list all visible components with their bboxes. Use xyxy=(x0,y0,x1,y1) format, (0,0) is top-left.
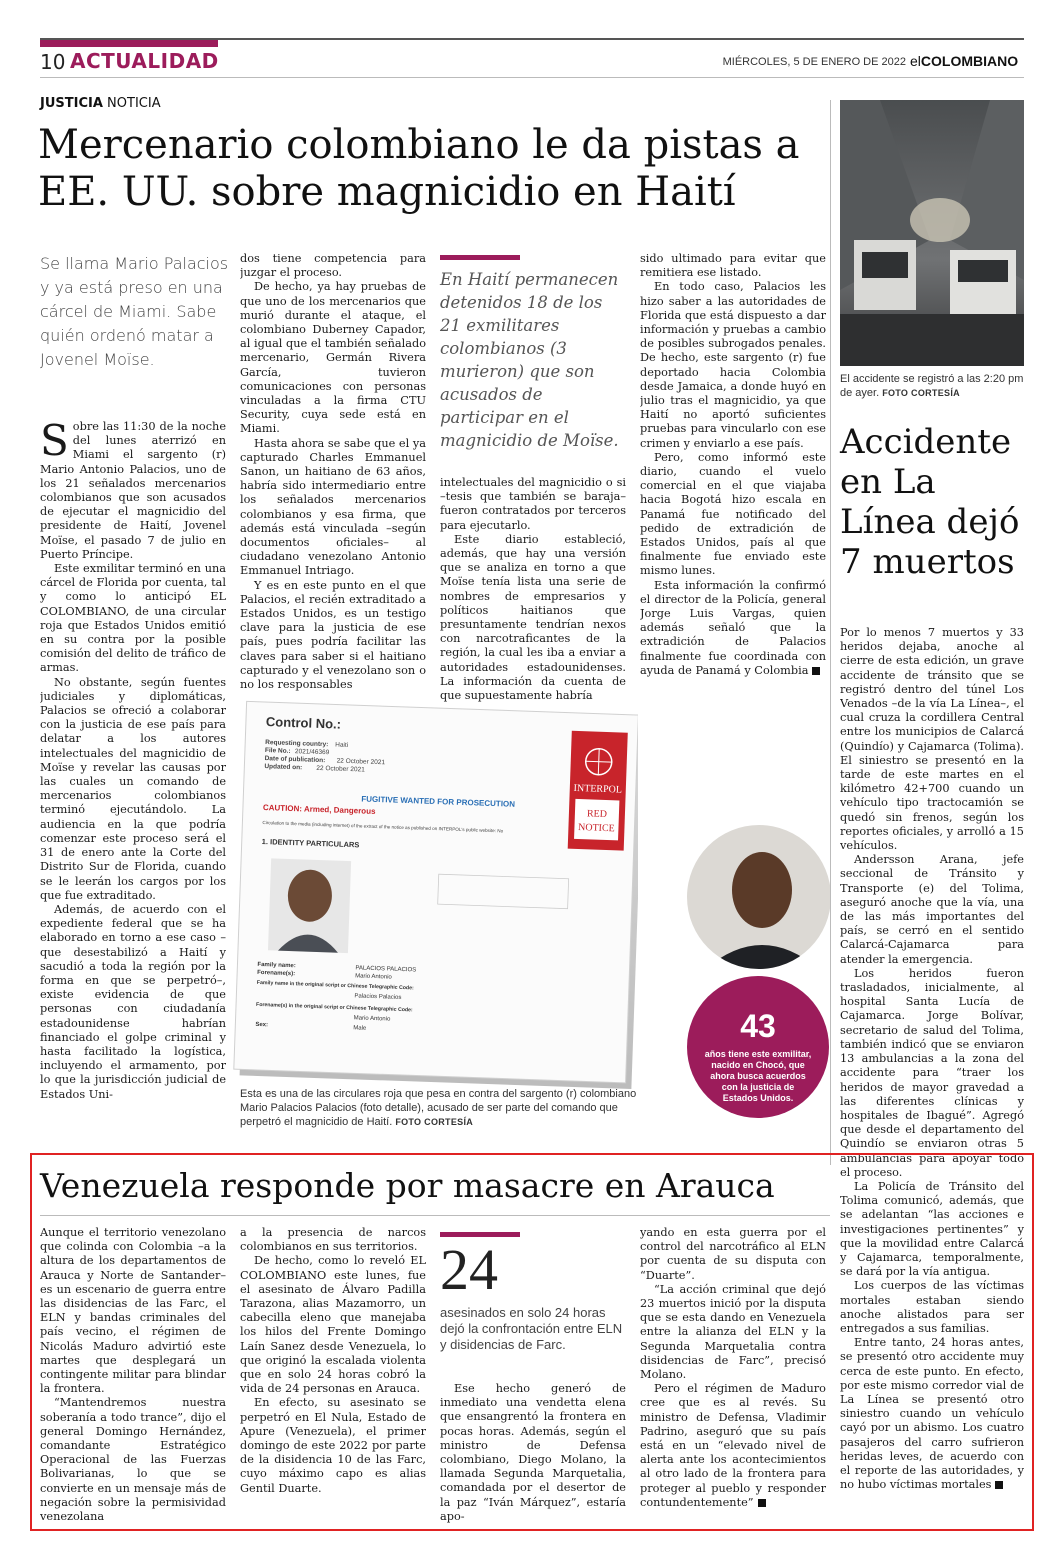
paragraph: “Mantendremos nuestra soberanía a todo trance”, dijo el general Domingo Hernández, comandante Estratégico Operacional de las Fuerzas Bolivarianas, lo que se convierte en un mensaje más de negación sobre la permisividad venezolana xyxy=(40,1396,226,1524)
suspect-portrait xyxy=(684,822,834,972)
stat-badge-line-1: años tiene este exmilitar, xyxy=(704,1049,812,1059)
interpol-label: INTERPOL xyxy=(573,782,623,796)
doc-upd-label: Updated on: xyxy=(264,763,303,772)
doc-orig-fore-value: Mario Antonio xyxy=(353,1015,391,1023)
brand-prefix: el xyxy=(910,53,921,69)
page-number: 10 xyxy=(40,50,66,74)
red-notice-line-1: RED xyxy=(586,808,608,821)
accident-photo xyxy=(840,100,1024,366)
paragraph: En efecto, su asesinato se perpetró en El Nula, Estado de Apure (Venezuela), el primer domingo de este 2022 por parte de la disidencia 10 de las Farc, cuyo máximo capo es alias Gentil Duarte. xyxy=(240,1396,426,1495)
paragraph: Aunque el territorio venezolano que colinda con Colombia –a la altura de los departamentos de Arauca y Norte de Santander– es un escenario de guerra entre las disidencias de las Farc, el ELN y bandas criminales del país vecino, el régimen de Nicolás Maduro advirtió este martes que desplegará un contingente militar para blindar la frontera. xyxy=(40,1226,226,1396)
doc-forename-value: Mario Antonio xyxy=(355,973,392,981)
paragraph-text: Pero el régimen de Maduro cree que es al revés. Su ministro de Defensa, Vladimir Padrino, aseguró que su país está en un “elevado nivel de alerta ante los acontecimientos al otro lado de la frontera para proteger al pueblo y responder contundentemente” xyxy=(640,1382,826,1509)
stat-badge-line-5: Estados Unidos. xyxy=(722,1093,794,1103)
paragraph: Los cuerpos de las víctimas mortales estaban siendo anoche alistados para ser entregados a sus familias. xyxy=(840,1279,1024,1335)
photo-credit: FOTO CORTESÍA xyxy=(882,388,960,398)
truck-left-windshield xyxy=(862,252,908,278)
header-rule xyxy=(40,77,1024,78)
paragraph-text: Esta información la confirmó el director de la Policía, general Jorge Luis Vargas, quien además señaló que la extradición de Palacios finalmente fue coordinada con ayuda de Panamá y Colombia xyxy=(640,578,826,677)
paragraph: No obstante, según fuentes judiciales y diplomáticas, Palacios se ofreció a colaborar con la justicia de ese país para delatar a los autores intelectuales del magnicidio de Moïse y revelar las causas por las cuales un comando de mercenarios colombianos terminó ejecutándolo. La audiencia en la que podría comenzar este proceso será el 31 de enero ante la Corte del Distrito Sur de Florida, cuando se le leerán los cargos por los que fue extraditado. xyxy=(40,675,226,902)
red-notice-line-2: NOTICE xyxy=(577,822,615,835)
main-headline: Mercenario colombiano le da pistas a EE. UU. sobre magnicidio en Haití xyxy=(38,122,800,215)
main-article-column-3 xyxy=(440,476,626,702)
main-article-column-2 xyxy=(240,252,426,702)
section-accent-bar xyxy=(40,40,218,47)
doc-orig-value: Palacios Palacios xyxy=(354,993,402,1001)
paragraph: De hecho, ya hay pruebas de que uno de los mercenarios que murió durante el ataque, el colombiano Duberney Capador, al igual que el también señalado mercenario, Germán Rivera García, tuvieron comunicaciones con personas vinculadas a la firma CTU Security, cuya sede está en Miami. xyxy=(240,280,426,436)
paragraph: dos tiene competencia para juzgar el proceso. xyxy=(240,252,426,280)
kicker xyxy=(40,96,161,111)
paragraph: Además, de acuerdo con el expediente federal que se ha elaborado en torno a ese caso –que desestabilizó a Haití y sacudió a toda la región por la forma en que se perpetró–, existe evidencia de que personas con ciudadanía estadounidense habrían financiado el golpe criminal y hasta facilitado la logística, incluyendo el armamento, por lo que la jurisdicción judicial de Estados Uni- xyxy=(40,902,226,1101)
brand-name: COLOMBIANO xyxy=(920,53,1019,69)
doc-forename-label: Forename(s): xyxy=(257,969,296,978)
paragraph: Hasta ahora se sabe que el ya capturado Charles Emmanuel Sanon, un haitiano de 63 años, habría sido intermediario entre los señalados mercenarios colombianos y esa firma, que además está vinculada –según documentos oficiales– al ciudadano venezolano Antonio Emmanuel Intriago. xyxy=(240,436,426,578)
doc-sex-label: Sex: xyxy=(255,1021,269,1029)
document-caption xyxy=(240,1087,640,1129)
doc-requesting-value: Haiti xyxy=(335,741,349,749)
stat-badge-line-3: ahora busca acuerdos xyxy=(710,1071,806,1081)
doc-sex-value: Male xyxy=(353,1025,367,1032)
section-name: ACTUALIDAD xyxy=(70,49,219,73)
paragraph-text: obre las 11:30 de la noche del lunes aterrizó en Miami el sargento (r) Mario Antonio Palacios, uno de los 21 señalados mercenarios colombianos que son acusados de ejecutar el magnicidio del presidente de Haití, Jovenel Moïse, el pasado 7 de julio en Puerto Príncipe. xyxy=(40,420,226,561)
doc-family-label: Family name: xyxy=(257,961,296,970)
paragraph: sido ultimado para evitar que remitiera ese listado. xyxy=(640,252,826,280)
paragraph: De hecho, como lo reveló EL COLOMBIANO este lunes, fue el asesinato de Álvaro Padilla Tarazona, alias Mazamorro, un cabecilla eleno que manejaba los hilos del Frente Domingo Laín Sanez desde Venezuela, lo que originó la escalada violenta que en solo 24 horas cobró la vida de 24 personas en Arauca. xyxy=(240,1254,426,1396)
road-surface xyxy=(840,314,1024,366)
second-article-column-1 xyxy=(40,1226,226,1526)
lead-paragraph: Se llama Mario Palacios y ya está preso en una cárcel de Miami. Sabe quién ordenó matar a Jovenel Moïse. xyxy=(40,254,229,369)
main-article-column-4 xyxy=(640,252,826,702)
stat-badge-line-2: nacido en Chocó, que xyxy=(711,1060,805,1070)
main-article-column-1 xyxy=(40,420,226,1130)
second-headline: Venezuela responde por masacre en Arauca xyxy=(40,1166,775,1205)
portrait-face xyxy=(732,852,792,928)
doc-section: 1. IDENTITY PARTICULARS xyxy=(261,836,360,850)
paragraph: Este diario estableció, además, que hay una versión que se analiza en torno a que Moïse tenía lista una serie de nombres de empresarios y políticos haitianos que presuntamente tendrían nexos con narcotraficantes de la región, la cual les iba a enviar a autoridades estadounidenses. La información da cuenta de que supuestamente habría xyxy=(440,532,626,702)
second-article-column-3 xyxy=(440,1382,626,1526)
paragraph xyxy=(640,579,826,678)
paragraph: a la presencia de narcos colombianos en sus territorios. xyxy=(240,1226,426,1254)
stat-text: asesinados en solo 24 horas dejó la confrontación entre ELN y disidencias de Farc. xyxy=(440,1305,623,1352)
caption-credit: FOTO CORTESÍA xyxy=(395,1117,474,1127)
paragraph: intelectuales del magnicidio o si –tesis que también se baraja– fueron contratados por terceros para ejecutarlo. xyxy=(440,476,626,532)
column-divider xyxy=(830,100,831,1165)
doc-orig-fore-label: Forename(s) in the original script or Chinese Telegraphic Code: xyxy=(255,1001,413,1014)
paragraph: Los heridos fueron trasladados, inicialmente, al hospital Santa Lucía de Cajamarca. Jorge Bolívar, secretario de salud del Tolima, también indicó que se enviaron 13 ambulancias a la zona del accidente para “traer los heridos de mayor gravedad a las diferentes clínicas y hospitales de Ibagué”. Agregó que desde el departamento del Quindío se enviaron otras 5 ambulancias para apoyar todo el proceso. xyxy=(840,966,1024,1179)
doc-caution: CAUTION: Armed, Dangerous xyxy=(262,803,376,816)
paragraph: yando en esta guerra por el control del narcotráfico al ELN por cuenta de su disputa con “Duarte”. xyxy=(640,1226,826,1282)
doc-pub-label: Date of publication: xyxy=(264,755,326,765)
paragraph: Por lo menos 7 muertos y 33 heridos dejaba, anoche al cierre de esta edición, un grave accidente de tránsito que se registró dentro del túnel Los Venados –de la vía La Línea–, el cual cruza la cordillera Central entre los municipios de Calarcá (Quindío) y Cajamarca (Tolima). El siniestro se presentó en la tarde de este martes en el kilómetro 42+700 cuando un vehículo tipo tractocamión se quedó sin frenos, según los reportes oficiales, y arrolló a 15 vehículos. xyxy=(840,626,1024,853)
photo-caption xyxy=(840,372,1024,400)
truck-right-windshield xyxy=(958,260,1008,282)
end-mark-icon xyxy=(758,1499,766,1507)
paragraph: La Policía de Tránsito del Tolima comunicó, además, que se adelantan “las acciones e investigaciones pertinentes” y que la movilidad entre Calarcá y Cajamarca, temporalmente, se dará por la vía antigua. xyxy=(840,1179,1024,1279)
second-headline-rule xyxy=(40,1215,830,1216)
paragraph: Y es en este punto en el que Palacios, el recién extraditado a Estados Unidos, es un testigo clave para la justicia de ese país, pues podría facilitar las claves para saber si el haitiano capturado y el venezolano son o no los responsables xyxy=(240,578,426,692)
interpol-red-notice-image xyxy=(228,700,638,1090)
paragraph xyxy=(640,1382,826,1510)
side-headline: Accidente en La Línea dejó 7 muertos xyxy=(840,422,1020,582)
paragraph: Este exmilitar terminó en una cárcel de Florida por cuenta, tal y como lo anticipó EL COLOMBIANO, de una circular roja que Estados Unidos emitió en su contra por la posible comisión del delito de tráfico de armas. xyxy=(40,562,226,675)
doc-family-value: PALACIOS PALACIOS xyxy=(355,965,417,974)
tunnel-light xyxy=(910,198,970,242)
doc-circulation: Circulation to the media (including internet) of the extract of the notice as published on INTERPOL's public website: No xyxy=(262,820,504,834)
paragraph: Pero, como informó este diario, cuando el vuelo comercial en el que viajaba hacia Bogotá hizo escala en Panamá fue notificado del pedido de extradición de Estados Unidos, país al que finalmente fue enviado este mismo lunes. xyxy=(640,450,826,578)
second-article-column-2 xyxy=(240,1226,426,1526)
doc-control: Control No.: xyxy=(265,714,342,732)
paragraph: En todo caso, Palacios les hizo saber a las autoridades de Florida que está dispuesto a dar información y pruebas a cambio de posibles subrogados penales. De hecho, este sargento (r) fue deportado hacia Colombia desde Jamaica, a donde huyó en julio tras el magnicidio, ya que Haití no aportó suficientes pruebas para vincularlo con ese crimen y enviarlo a ese país. xyxy=(640,280,826,450)
kicker-type: NOTICIA xyxy=(107,96,161,111)
doc-pub-value: 22 October 2021 xyxy=(336,757,386,767)
pull-quote: En Haití permanecen detenidos 18 de los 21 exmilitares colombianos (3 murieron) que son acusados de participar en el magnicidio de Moïse. xyxy=(440,270,619,450)
paragraph: Ese hecho generó de inmediato una vendetta elena que ensangrentó la frontera en pocas horas. Además, según el ministro de Defensa colombiano, Diego Molano, la llamada Segunda Marquetalia, comandada por el desertor de la paz “Iván Márquez”, estaría apo- xyxy=(440,1382,626,1523)
photo-caption-text: El accidente se registró a las 2:20 pm de ayer. xyxy=(840,373,1024,399)
doc-requesting-label: Requesting country: xyxy=(265,739,329,749)
drop-cap: S xyxy=(40,420,69,465)
stat-badge-number: 43 xyxy=(740,1008,776,1044)
paragraph: Andersson Arana, jefe seccional de Tránsito y Transporte (e) del Tolima, aseguró anoche que la vía, una de las más importantes del país, se cerró en el sentido Calarcá-Cajamarca para atender la emergencia. xyxy=(840,853,1024,966)
paragraph xyxy=(40,420,226,562)
issue-date: MIÉRCOLES, 5 DE ENERO DE 2022 xyxy=(722,56,906,68)
doc-heading: FUGITIVE WANTED FOR PROSECUTION xyxy=(361,794,516,809)
stat-number: 24 xyxy=(440,1237,498,1302)
pull-quote-bar xyxy=(440,255,520,260)
paragraph-text: Entre tanto, 24 horas antes, se presentó otro accidente muy cerca de este punto. En efecto, por este mismo corredor vial de La Línea se presentó otro siniestro cuando un vehículo cayó por un abismo. Los cuatro pasajeros del carro sufrieron heridas leves, de acuerdo con el reporte de las autoridades, y no hubo víctimas mortales xyxy=(840,1336,1024,1492)
stat-badge xyxy=(686,975,830,1119)
brand-logo xyxy=(910,53,1018,69)
end-mark-icon xyxy=(812,667,820,675)
stat-badge-line-4: con la justicia de xyxy=(721,1082,795,1092)
caption-text: Esta es una de las circulares roja que pesa en contra del sargento (r) colombiano Mario Palacios Palacios (foto detalle), acusado de ser parte del comando que perpetró el magnicidio de Haití. xyxy=(240,1088,637,1128)
doc-orig-label: Family name in the original script or Chinese Telegraphic Code: xyxy=(256,979,414,992)
doc-upd-value: 22 October 2021 xyxy=(316,764,365,774)
doc-file-value: 2021/46369 xyxy=(294,748,330,757)
second-article-column-4 xyxy=(640,1226,826,1526)
paragraph: “La acción criminal que dejó 23 muertos inició por la disputa que se esta dando en Venezuela entre la alianza del ELN y la Segunda Marquetalia contra disidencias de Farc”, precisó Molano. xyxy=(640,1282,826,1382)
doc-file-label: File No.: xyxy=(264,747,291,755)
kicker-section: JUSTICIA xyxy=(40,96,103,111)
